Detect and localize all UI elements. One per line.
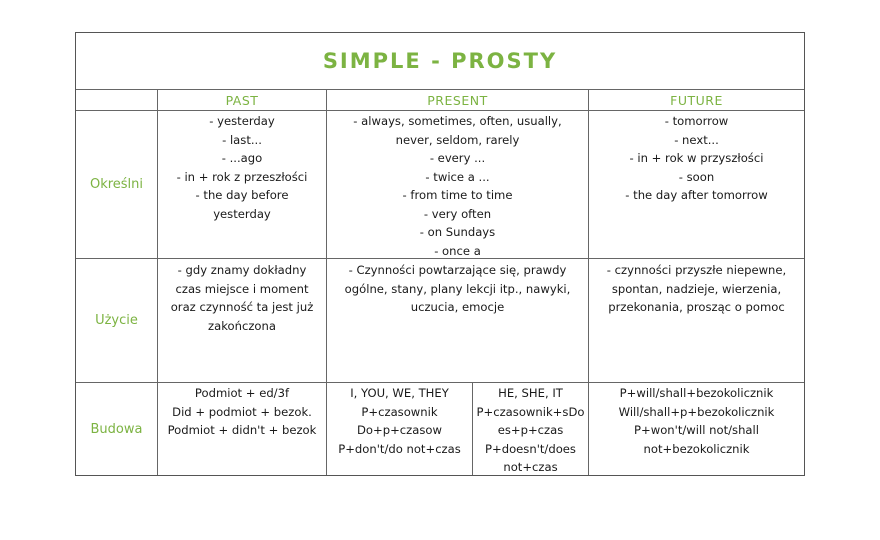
formula-line: P+doesn't/does — [485, 441, 576, 456]
formula-line: P+czasownik — [361, 404, 438, 419]
formula-line: P+will/shall+bezokolicznik — [619, 386, 774, 400]
row-label-budowa: Budowa — [90, 421, 143, 437]
list-item: - last... — [222, 132, 262, 147]
text-line: oraz czynność ta jest już — [170, 300, 314, 314]
present-time-expressions — [327, 112, 588, 260]
list-item: - the day after tomorrow — [625, 188, 768, 202]
formula-line: Do+p+czasow — [357, 423, 442, 437]
formula-line: Did + podmiot + bezok. — [172, 404, 312, 419]
list-item: - very often — [423, 206, 492, 221]
row-label-okreslniki: Określni — [89, 177, 144, 192]
past-structure — [158, 384, 326, 440]
list-item: - the day before — [195, 188, 289, 202]
header-present: PRESENT — [427, 92, 488, 108]
formula-line: not+czas — [503, 460, 558, 474]
future-structure — [589, 384, 804, 458]
list-item: never, seldom, rarely — [395, 132, 520, 147]
text-line: - gdy znamy dokładny — [177, 263, 307, 277]
formula-line: P+don't/do not+czas — [338, 441, 461, 456]
present-structure-third-person — [473, 384, 588, 477]
formula-line: P+czasownik+sDo — [476, 404, 585, 419]
past-time-expressions — [158, 112, 326, 223]
list-item: - in + rok z przeszłości — [176, 169, 308, 184]
tense-table — [75, 32, 805, 476]
future-time-expressions — [589, 112, 804, 205]
formula-line: Will/shall+p+bezokolicznik — [618, 404, 775, 419]
list-item: yesterday — [213, 206, 271, 221]
past-usage — [158, 261, 326, 335]
formula-line: es+p+czas — [497, 423, 564, 437]
future-usage — [589, 261, 804, 317]
list-item: - from time to time — [402, 188, 513, 202]
formula-line: HE, SHE, IT — [498, 386, 563, 400]
formula-line: not+bezokolicznik — [643, 441, 750, 456]
text-line: - czynności przyszłe niepewne, — [606, 263, 787, 277]
list-item: - once a — [434, 243, 481, 258]
formula-line: Podmiot + didn't + bezok — [167, 423, 317, 437]
list-item: - on Sundays — [419, 225, 496, 239]
header-future: FUTURE — [670, 92, 723, 108]
text-line: - Czynności powtarzające się, prawdy — [348, 263, 567, 277]
formula-line: I, YOU, WE, THEY — [350, 386, 449, 400]
list-item: - yesterday — [209, 114, 275, 128]
text-line: czas miejsce i moment — [175, 281, 309, 296]
divider — [76, 382, 804, 383]
list-item: - in + rok w przyszłości — [629, 151, 764, 165]
text-line: uczucia, emocje — [410, 300, 505, 314]
table-title: SIMPLE - PROSTY — [322, 49, 558, 73]
row-label-uzycie: Użycie — [95, 313, 138, 328]
list-item: - ...ago — [221, 151, 263, 165]
present-structure-plural — [327, 384, 472, 458]
text-line: zakończona — [208, 318, 276, 333]
list-item: - every ... — [429, 151, 486, 165]
text-line: ogólne, stany, plany lekcji itp., nawyki, — [344, 281, 571, 296]
list-item: - tomorrow — [664, 114, 729, 128]
list-item: - twice a ... — [425, 169, 490, 184]
present-usage — [327, 261, 588, 317]
formula-line: Podmiot + ed/3f — [194, 386, 290, 400]
formula-line: P+won't/will not/shall — [634, 423, 759, 437]
text-line: spontan, nadzieje, wierzenia, — [611, 281, 782, 296]
text-line: przekonania, prosząc o pomoc — [608, 300, 785, 314]
list-item: - always, sometimes, often, usually, — [353, 114, 562, 128]
header-past: PAST — [225, 92, 259, 108]
divider — [76, 110, 804, 111]
list-item: - next... — [674, 132, 719, 147]
list-item: - soon — [678, 169, 715, 184]
